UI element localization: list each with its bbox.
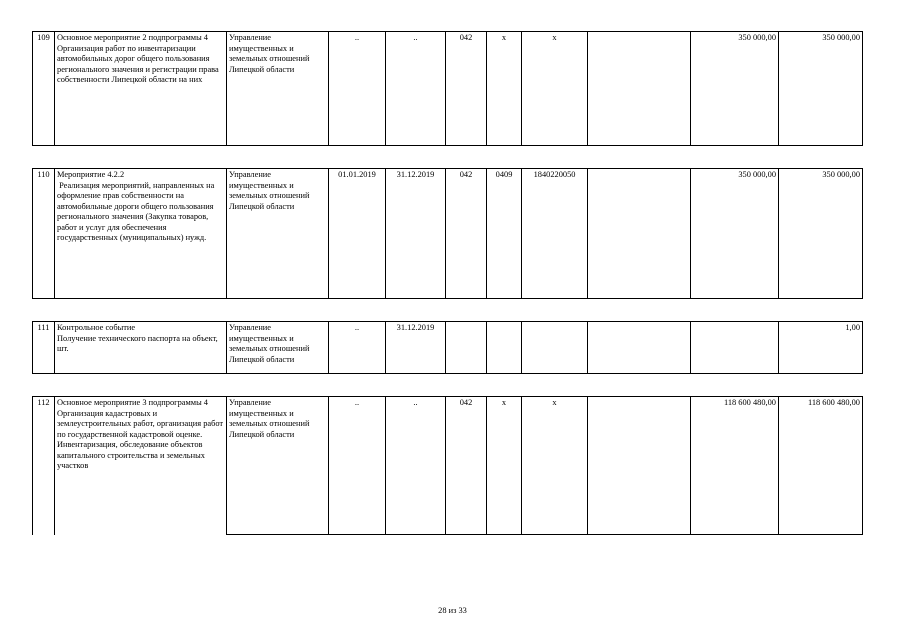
- row-gap: [33, 299, 863, 322]
- csr-code: 1840220050: [522, 169, 588, 299]
- amount-2: 350 000,00: [779, 169, 863, 299]
- row-number: 112: [33, 397, 55, 535]
- row-gap: [33, 374, 863, 397]
- table-row: [33, 169, 863, 299]
- event-name-text: Мероприятие 4.2.2 Реализация мероприятий, направленных на оформление прав собственности на автомобильные дороги общего пользования регионального значения (Закупка товаров, работ и услуг для обеспечения государственных (муниципальных) нужд.: [57, 170, 215, 242]
- event-name-text: Основное мероприятие 2 подпрограммы 4 Организация работ по инвентаризации автомобильных дорог общего пользования регионального значения и регистрации права собственности Липецкой области на них: [57, 33, 219, 84]
- row-number: 111: [33, 322, 55, 374]
- empty-cell: [588, 32, 691, 146]
- rzpr-code: [487, 322, 522, 374]
- amount-1: 350 000,00: [691, 32, 779, 146]
- executor-cell: Управление имущественных и земельных отношений Липецкой области: [227, 32, 329, 146]
- empty-cell: [588, 397, 691, 535]
- amount-2: 118 600 480,00: [779, 397, 863, 535]
- row-number: 110: [33, 169, 55, 299]
- csr-code: [522, 322, 588, 374]
- start-date: 01.01.2019: [329, 169, 386, 299]
- start-date: ..: [329, 322, 386, 374]
- grbs-code: [446, 322, 487, 374]
- end-date: 31.12.2019: [386, 322, 446, 374]
- event-name: [55, 397, 227, 535]
- table-row: [33, 32, 863, 146]
- event-name: [55, 169, 227, 299]
- empty-cell: [588, 322, 691, 374]
- row-gap: [33, 146, 863, 169]
- page-number: 28 из 33: [438, 606, 467, 615]
- event-name-text: Контрольное событие Получение технического паспорта на объект, шт.: [57, 323, 218, 353]
- table-row: [33, 322, 863, 374]
- empty-cell: [588, 169, 691, 299]
- start-date: ..: [329, 397, 386, 535]
- csr-code: x: [522, 397, 588, 535]
- budget-table: [32, 31, 863, 535]
- rzpr-code: x: [487, 32, 522, 146]
- table-row: [33, 397, 863, 535]
- executor-cell: Управление имущественных и земельных отношений Липецкой области: [227, 169, 329, 299]
- event-name: [55, 32, 227, 146]
- event-name: [55, 322, 227, 374]
- amount-1: 118 600 480,00: [691, 397, 779, 535]
- grbs-code: 042: [446, 397, 487, 535]
- grbs-code: 042: [446, 32, 487, 146]
- end-date: ..: [386, 397, 446, 535]
- end-date: 31.12.2019: [386, 169, 446, 299]
- rzpr-code: x: [487, 397, 522, 535]
- csr-code: x: [522, 32, 588, 146]
- amount-1: [691, 322, 779, 374]
- event-name-text: Основное мероприятие 3 подпрограммы 4 Организация кадастровых и землеустроительных работ, организация работ по государственной кадастровой оценке. Инвентаризация, обследование объектов капитального строительства и земельных участков: [57, 398, 224, 470]
- grbs-code: 042: [446, 169, 487, 299]
- amount-1: 350 000,00: [691, 169, 779, 299]
- rzpr-code: 0409: [487, 169, 522, 299]
- start-date: ..: [329, 32, 386, 146]
- end-date: ..: [386, 32, 446, 146]
- amount-2: 1,00: [779, 322, 863, 374]
- amount-2: 350 000,00: [779, 32, 863, 146]
- executor-cell: Управление имущественных и земельных отношений Липецкой области: [227, 322, 329, 374]
- executor-cell: Управление имущественных и земельных отношений Липецкой области: [227, 397, 329, 535]
- row-number: 109: [33, 32, 55, 146]
